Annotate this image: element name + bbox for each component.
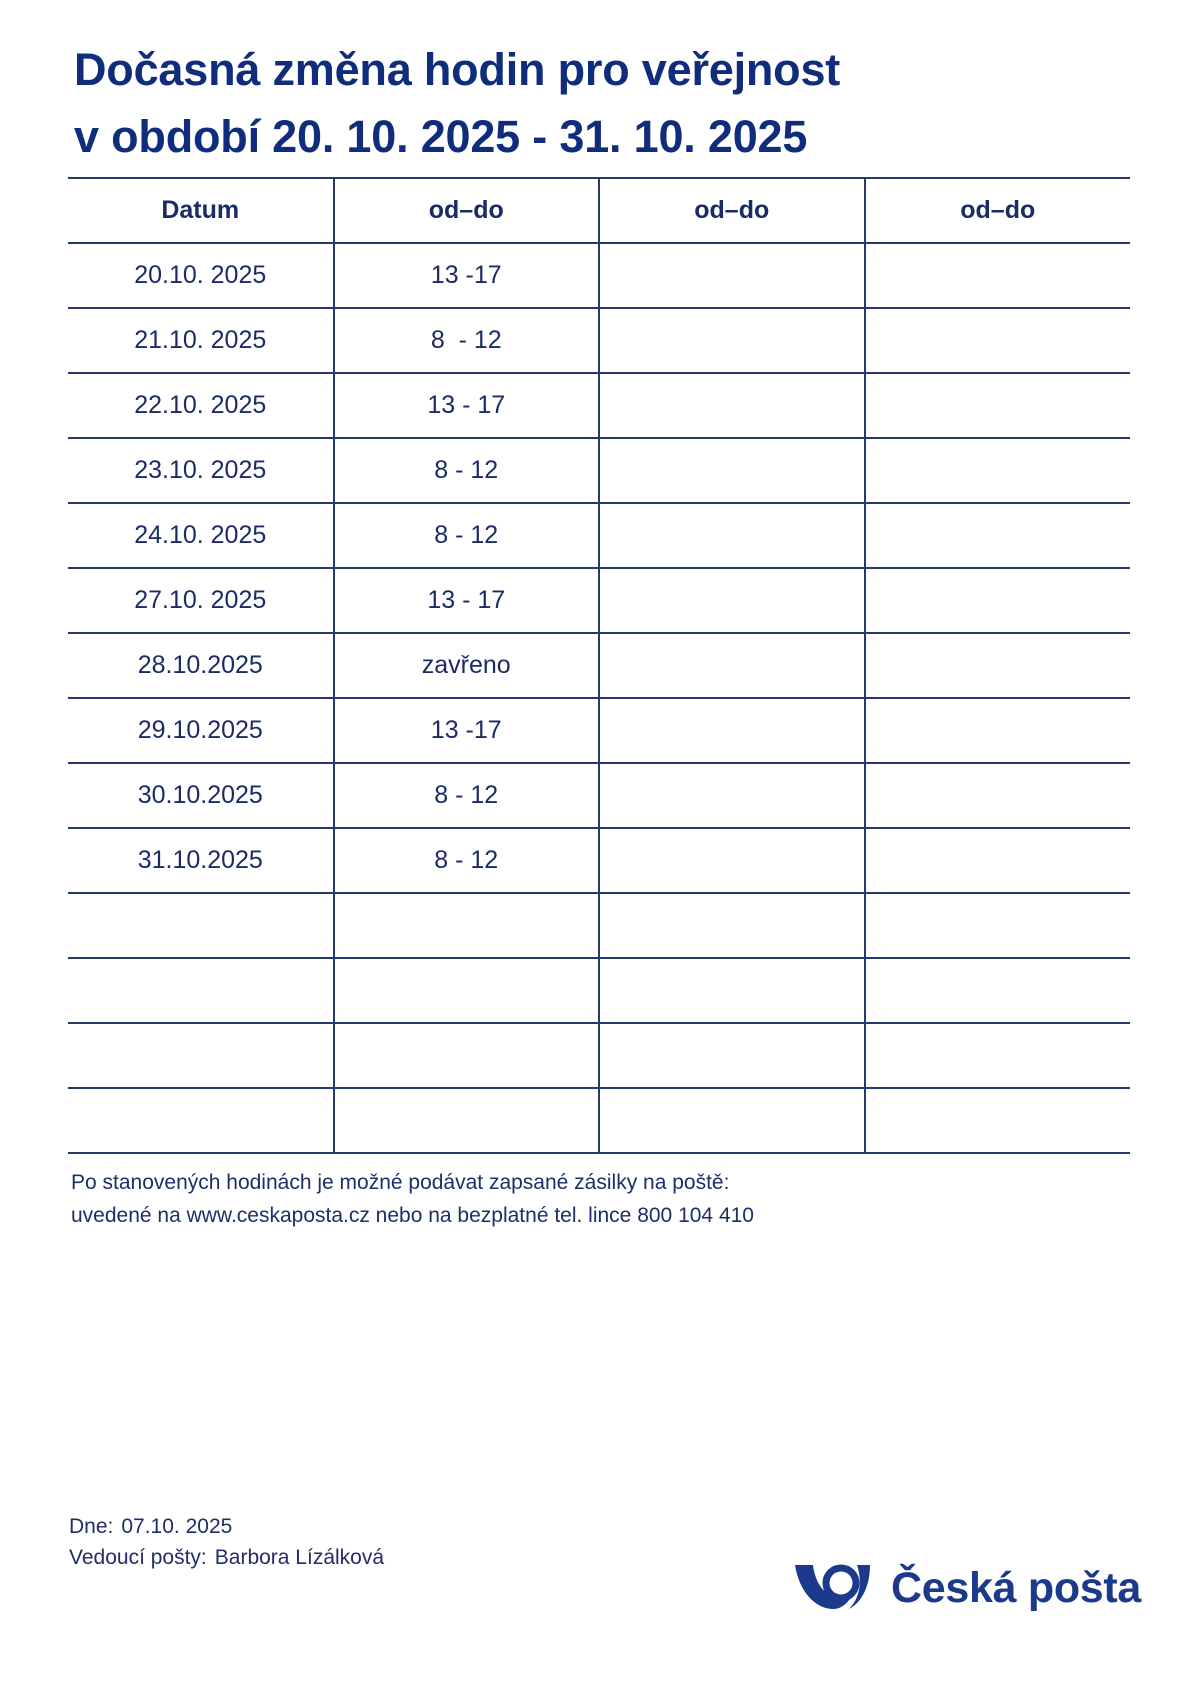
hours-cell [599,373,865,438]
table-row [68,763,1130,828]
hours-cell [599,763,865,828]
date-row [69,1511,384,1542]
date-cell: 24.10. 2025 [68,503,334,568]
hours-cell [599,893,865,958]
hours-cell [599,1088,865,1153]
hours-cell [865,568,1131,633]
hours-cell [334,958,600,1023]
logo-text: Česká pošta [891,1563,1142,1612]
hours-cell: 8 - 12 [334,308,600,373]
manager-row [69,1542,384,1573]
hours-cell [865,763,1131,828]
table-row [68,503,1130,568]
hours-cell [599,698,865,763]
date-cell: 31.10.2025 [68,828,334,893]
date-cell: 21.10. 2025 [68,308,334,373]
date-cell: 30.10.2025 [68,763,334,828]
table-header-row [68,178,1130,243]
date-label: Dne: [69,1515,114,1538]
column-header-from-to-3: od–do [865,178,1131,243]
hours-cell [865,243,1131,308]
table-row [68,308,1130,373]
date-cell [68,1088,334,1153]
signature-block [69,1511,384,1573]
table-row [68,243,1130,308]
hours-cell [865,308,1131,373]
hours-cell: zavřeno [334,633,600,698]
table-row [68,438,1130,503]
date-cell: 28.10.2025 [68,633,334,698]
date-cell: 20.10. 2025 [68,243,334,308]
hours-cell [865,633,1131,698]
hours-cell [865,958,1131,1023]
manager-name: Barbora Lízálková [214,1546,385,1569]
hours-cell [599,1023,865,1088]
date-value: 07.10. 2025 [121,1515,233,1538]
hours-cell [599,828,865,893]
table-row [68,568,1130,633]
hours-cell [599,503,865,568]
manager-label: Vedoucí pošty: [69,1546,207,1569]
after-hours-note [71,1166,754,1232]
hours-cell [865,698,1131,763]
table-row-empty [68,893,1130,958]
hours-cell: 13 - 17 [334,568,600,633]
hours-cell [865,828,1131,893]
hours-cell [865,373,1131,438]
table-row-empty [68,958,1130,1023]
table-row [68,828,1130,893]
hours-cell: 8 - 12 [334,503,600,568]
date-cell [68,1023,334,1088]
date-cell: 29.10.2025 [68,698,334,763]
hours-cell [599,243,865,308]
hours-cell [599,308,865,373]
hours-cell [599,438,865,503]
note-line-1: Po stanovených hodinách je možné podávat zapsané zásilky na poště: [71,1171,730,1194]
hours-cell [599,568,865,633]
date-cell [68,893,334,958]
hours-cell: 13 -17 [334,698,600,763]
column-header-from-to-1: od–do [334,178,600,243]
column-header-date: Datum [68,178,334,243]
ceska-posta-logo [795,1562,1141,1614]
hours-cell: 8 - 12 [334,828,600,893]
column-header-from-to-2: od–do [599,178,865,243]
page-title-line-1: Dočasná změna hodin pro veřejnost [74,44,841,95]
hours-cell [599,633,865,698]
hours-cell: 13 - 17 [334,373,600,438]
table-row-empty [68,1088,1130,1153]
hours-cell: 13 -17 [334,243,600,308]
date-cell [68,958,334,1023]
table-row [68,698,1130,763]
table-row [68,633,1130,698]
hours-cell [334,1088,600,1153]
date-cell: 23.10. 2025 [68,438,334,503]
hours-cell [865,438,1131,503]
table-row [68,373,1130,438]
hours-cell [865,893,1131,958]
hours-cell [334,1023,600,1088]
hours-cell [334,893,600,958]
hours-table [68,177,1130,1154]
hours-cell [865,503,1131,568]
date-cell: 27.10. 2025 [68,568,334,633]
hours-cell [599,958,865,1023]
hours-cell: 8 - 12 [334,763,600,828]
table-row-empty [68,1023,1130,1088]
hours-cell: 8 - 12 [334,438,600,503]
hours-cell [865,1023,1131,1088]
page-title-line-2: v období 20. 10. 2025 - 31. 10. 2025 [74,111,808,162]
hours-cell [865,1088,1131,1153]
post-horn-icon [795,1563,875,1613]
note-line-2: uvedené na www.ceskaposta.cz nebo na bezplatné tel. lince 800 104 410 [71,1204,754,1227]
date-cell: 22.10. 2025 [68,373,334,438]
